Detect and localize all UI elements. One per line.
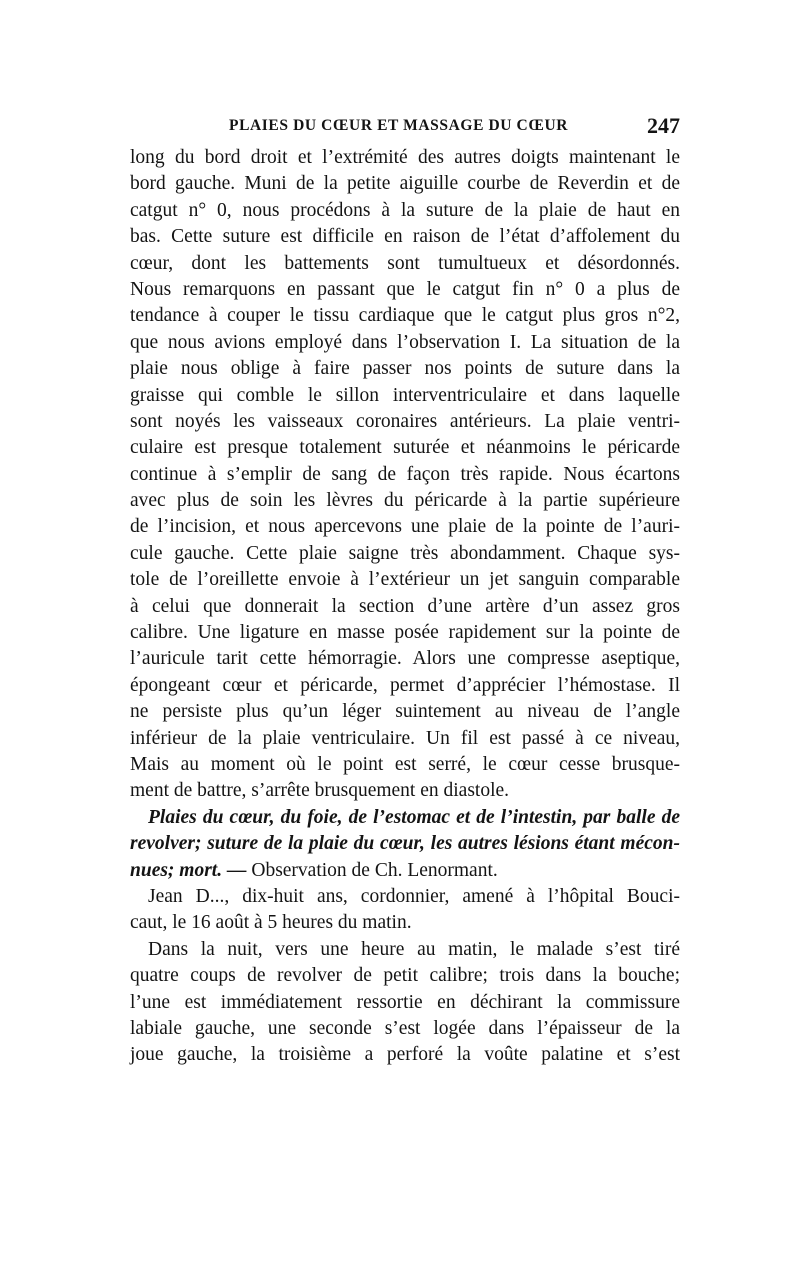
- text-line: joue gauche, la troisième a perforé la voûte palatine et s’est: [130, 1044, 680, 1066]
- text-line: culaire est presque totalement suturée et néanmoins le péricarde: [130, 437, 680, 459]
- observation-credit: Observation de Ch. Lenormant.: [246, 859, 498, 881]
- text-line: sont noyés les vaisseaux coronaires antérieurs. La plaie ventri-: [130, 410, 680, 432]
- text-line: l’auricule tarit cette hémorragie. Alors une compresse aseptique,: [130, 648, 680, 670]
- text-line: avec plus de soin les lèvres du péricarde à la partie supérieure: [130, 490, 680, 512]
- paragraph-continuation: [130, 145, 680, 805]
- text-line: Plaies du cœur, du foie, de l’estomac et de l’intestin, par balle de: [148, 806, 680, 828]
- text-line: graisse qui comble le sillon interventriculaire et dans laquelle: [130, 384, 680, 406]
- text-line: l’une est immédiatement ressortie en déchirant la commissure: [130, 991, 680, 1013]
- running-title: PLAIES DU CŒUR ET MASSAGE DU CŒUR: [229, 117, 569, 134]
- text-line: ment de battre, s’arrête brusquement en diastole.: [130, 780, 510, 802]
- text-line: catgut n° 0, nous procédons à la suture de la plaie de haut en: [130, 199, 680, 221]
- text-line: de l’incision, et nous apercevons une plaie de la pointe de l’auri-: [130, 516, 680, 538]
- page-number: 247: [647, 113, 680, 138]
- text-line: bas. Cette suture est difficile en raison de l’état d’affolement du: [130, 226, 680, 248]
- running-head: [130, 113, 680, 143]
- body-text: [130, 145, 680, 1069]
- text-line: revolver; suture de la plaie du cœur, les autres lésions étant mécon-: [130, 833, 680, 855]
- text-line: cœur, dont les battements sont tumultueux et désordonnés.: [130, 252, 680, 274]
- text-line: tendance à couper le tissu cardiaque que le catgut plus gros n°2,: [130, 305, 680, 327]
- text-line: cule gauche. Cette plaie saigne très abondamment. Chaque sys-: [130, 542, 680, 564]
- text-line: ne persiste plus qu’un léger suintement au niveau de l’angle: [130, 701, 680, 723]
- text-line: épongeant cœur et péricarde, permet d’apprécier l’hémostase. Il: [130, 674, 680, 696]
- text-line: tole de l’oreillette envoie à l’extérieur un jet sanguin comparable: [130, 569, 680, 591]
- paragraph: [130, 937, 680, 1069]
- text-line: continue à s’emplir de sang de façon très rapide. Nous écartons: [130, 463, 680, 485]
- text-line: calibre. Une ligature en masse posée rapidement sur la pointe de: [130, 622, 680, 644]
- text-line: bord gauche. Muni de la petite aiguille courbe de Reverdin et de: [130, 173, 680, 195]
- text-line: que nous avions employé dans l’observation I. La situation de la: [130, 331, 680, 353]
- text-line: Mais au moment où le point est serré, le cœur cesse brusque-: [130, 753, 680, 775]
- text-line: Nous remarquons en passant que le catgut fin n° 0 a plus de: [130, 278, 680, 300]
- text-line: Dans la nuit, vers une heure au matin, le malade s’est tiré: [148, 938, 680, 960]
- text-line: long du bord droit et l’extrémité des autres doigts maintenant le: [130, 147, 680, 168]
- heading-italic-end: nues; mort. —: [130, 859, 247, 881]
- text-line: [130, 858, 680, 884]
- paragraph: [130, 884, 680, 937]
- text-line: plaie nous oblige à faire passer nos points de suture dans la: [130, 358, 680, 380]
- text-line: labiale gauche, une seconde s’est logée dans l’épaisseur de la: [130, 1017, 680, 1039]
- text-line: inférieur de la plaie ventriculaire. Un fil est passé à ce niveau,: [130, 727, 680, 749]
- text-line: Jean D..., dix-huit ans, cordonnier, amené à l’hôpital Bouci-: [148, 885, 680, 907]
- case-heading: [130, 805, 680, 884]
- text-line: caut, le 16 août à 5 heures du matin.: [130, 912, 412, 934]
- text-line: quatre coups de revolver de petit calibre; trois dans la bouche;: [130, 965, 680, 987]
- text-line: à celui que donnerait la section d’une artère d’un assez gros: [130, 595, 680, 617]
